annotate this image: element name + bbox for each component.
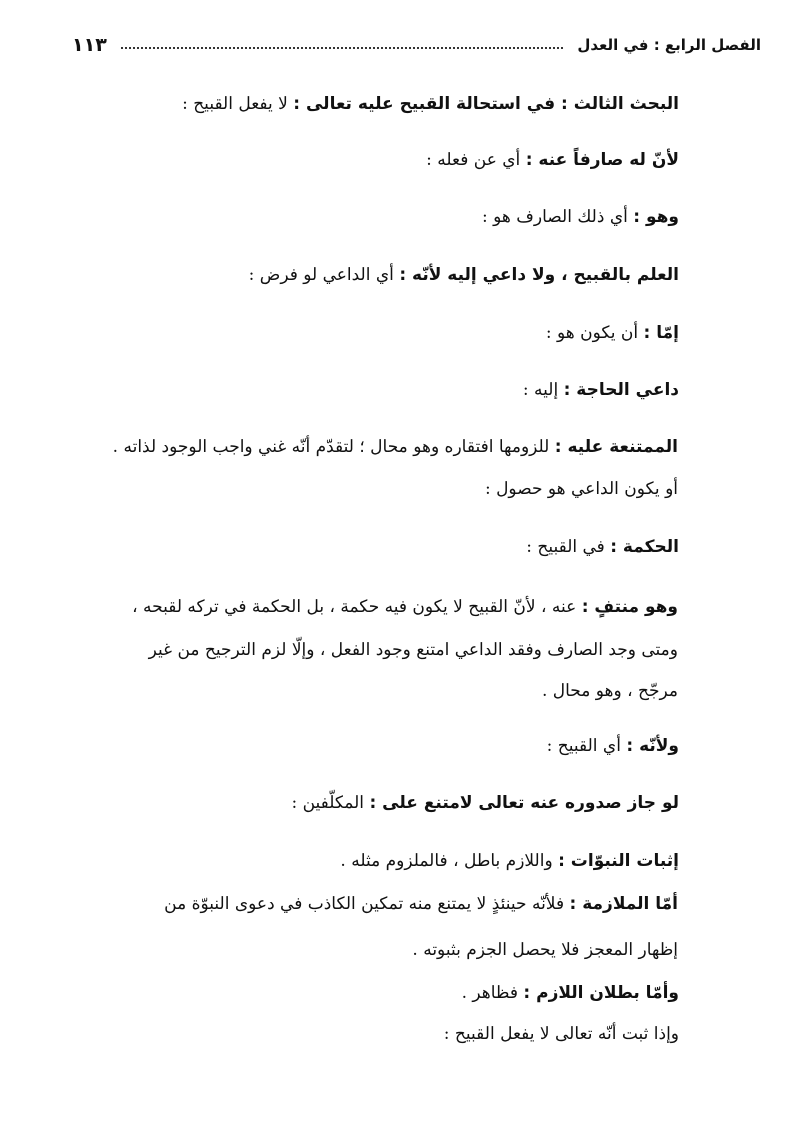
bold-term: لأنّ له صارفاً عنه : [525, 150, 679, 170]
line-text: واللازم باطل ، فالملزوم مثله . [340, 851, 559, 871]
bold-term: لو جاز صدوره عنه تعالى لامتنع على : [369, 793, 679, 813]
bold-term: إمّا : [643, 323, 679, 343]
line-text: المكلّفين : [291, 793, 370, 813]
bold-term: أمّا الملازمة : [569, 894, 678, 914]
running-header [72, 30, 761, 60]
bold-term: داعي الحاجة : [563, 380, 679, 400]
line-text: أن يكون هو : [545, 323, 644, 343]
text-line [80, 678, 678, 704]
text-line [80, 476, 678, 502]
bold-term: الحكمة : [610, 537, 679, 557]
text-line [40, 377, 679, 403]
bold-term: العلم بالقبيح ، ولا داعي إليه لأنّه : [399, 265, 679, 285]
bold-term: ولأنّه : [626, 736, 679, 756]
bold-term: الممتنعة عليه : [554, 437, 678, 457]
text-line [40, 534, 679, 560]
line-text: عنه ، لأنّ القبيح لا يكون فيه حكمة ، بل الحكمة في تركه لقبحه ، [132, 597, 582, 617]
bold-term: وهو منتفٍ : [581, 597, 678, 617]
text-line [40, 980, 679, 1006]
bold-term: إثبات النبوّات : [558, 851, 679, 871]
text-line [40, 733, 679, 759]
text-line [40, 848, 679, 874]
text-line [40, 262, 679, 288]
chapter-title: الفصل الرابع : في العدل [577, 36, 761, 54]
text-line [80, 594, 678, 620]
line-text: مرجّح ، وهو محال . [541, 681, 678, 701]
line-text: وإذا ثبت أنّه تعالى لا يفعل القبيح : [443, 1024, 679, 1044]
line-text: إليه : [522, 380, 564, 400]
text-line [80, 637, 678, 663]
text-line [40, 790, 679, 816]
line-text: لا يفعل القبيح : [182, 94, 294, 114]
line-text: ومتى وجد الصارف وفقد الداعي امتنع وجود الفعل ، وإلّا لزم الترجيح من غير [148, 640, 678, 660]
text-line [80, 891, 678, 917]
line-text: أي ذلك الصارف هو : [482, 207, 634, 227]
leader-dots [121, 47, 564, 49]
line-text: أي القبيح : [546, 736, 627, 756]
line-text: إظهار المعجز فلا يحصل الجزم بثبوته . [412, 940, 678, 960]
line-text: فظاهر . [461, 983, 524, 1003]
line-text: أي الداعي لو فرض : [248, 265, 400, 285]
text-line [40, 91, 679, 117]
text-line [40, 204, 679, 230]
text-line [40, 1021, 679, 1047]
text-line [40, 320, 679, 346]
text-line [40, 147, 679, 173]
line-text: للزومها افتقاره وهو محال ؛ لتقدّم أنّه غني واجب الوجود لذاته . [112, 437, 555, 457]
bold-term: وأمّا بطلان اللازم : [523, 983, 679, 1003]
page-number: ١١٣ [72, 34, 107, 56]
text-line [80, 937, 678, 963]
line-text: أي عن فعله : [426, 150, 526, 170]
bold-term: وهو : [633, 207, 679, 227]
line-text: في القبيح : [526, 537, 611, 557]
line-text: أو يكون الداعي هو حصول : [484, 479, 678, 499]
text-line [80, 434, 678, 460]
bold-term: البحث الثالث : في استحالة القبيح عليه تعالى : [293, 94, 679, 114]
line-text: فلأنّه حينئذٍ لا يمتنع منه تمكين الكاذب في دعوى النبوّة من [164, 894, 570, 914]
